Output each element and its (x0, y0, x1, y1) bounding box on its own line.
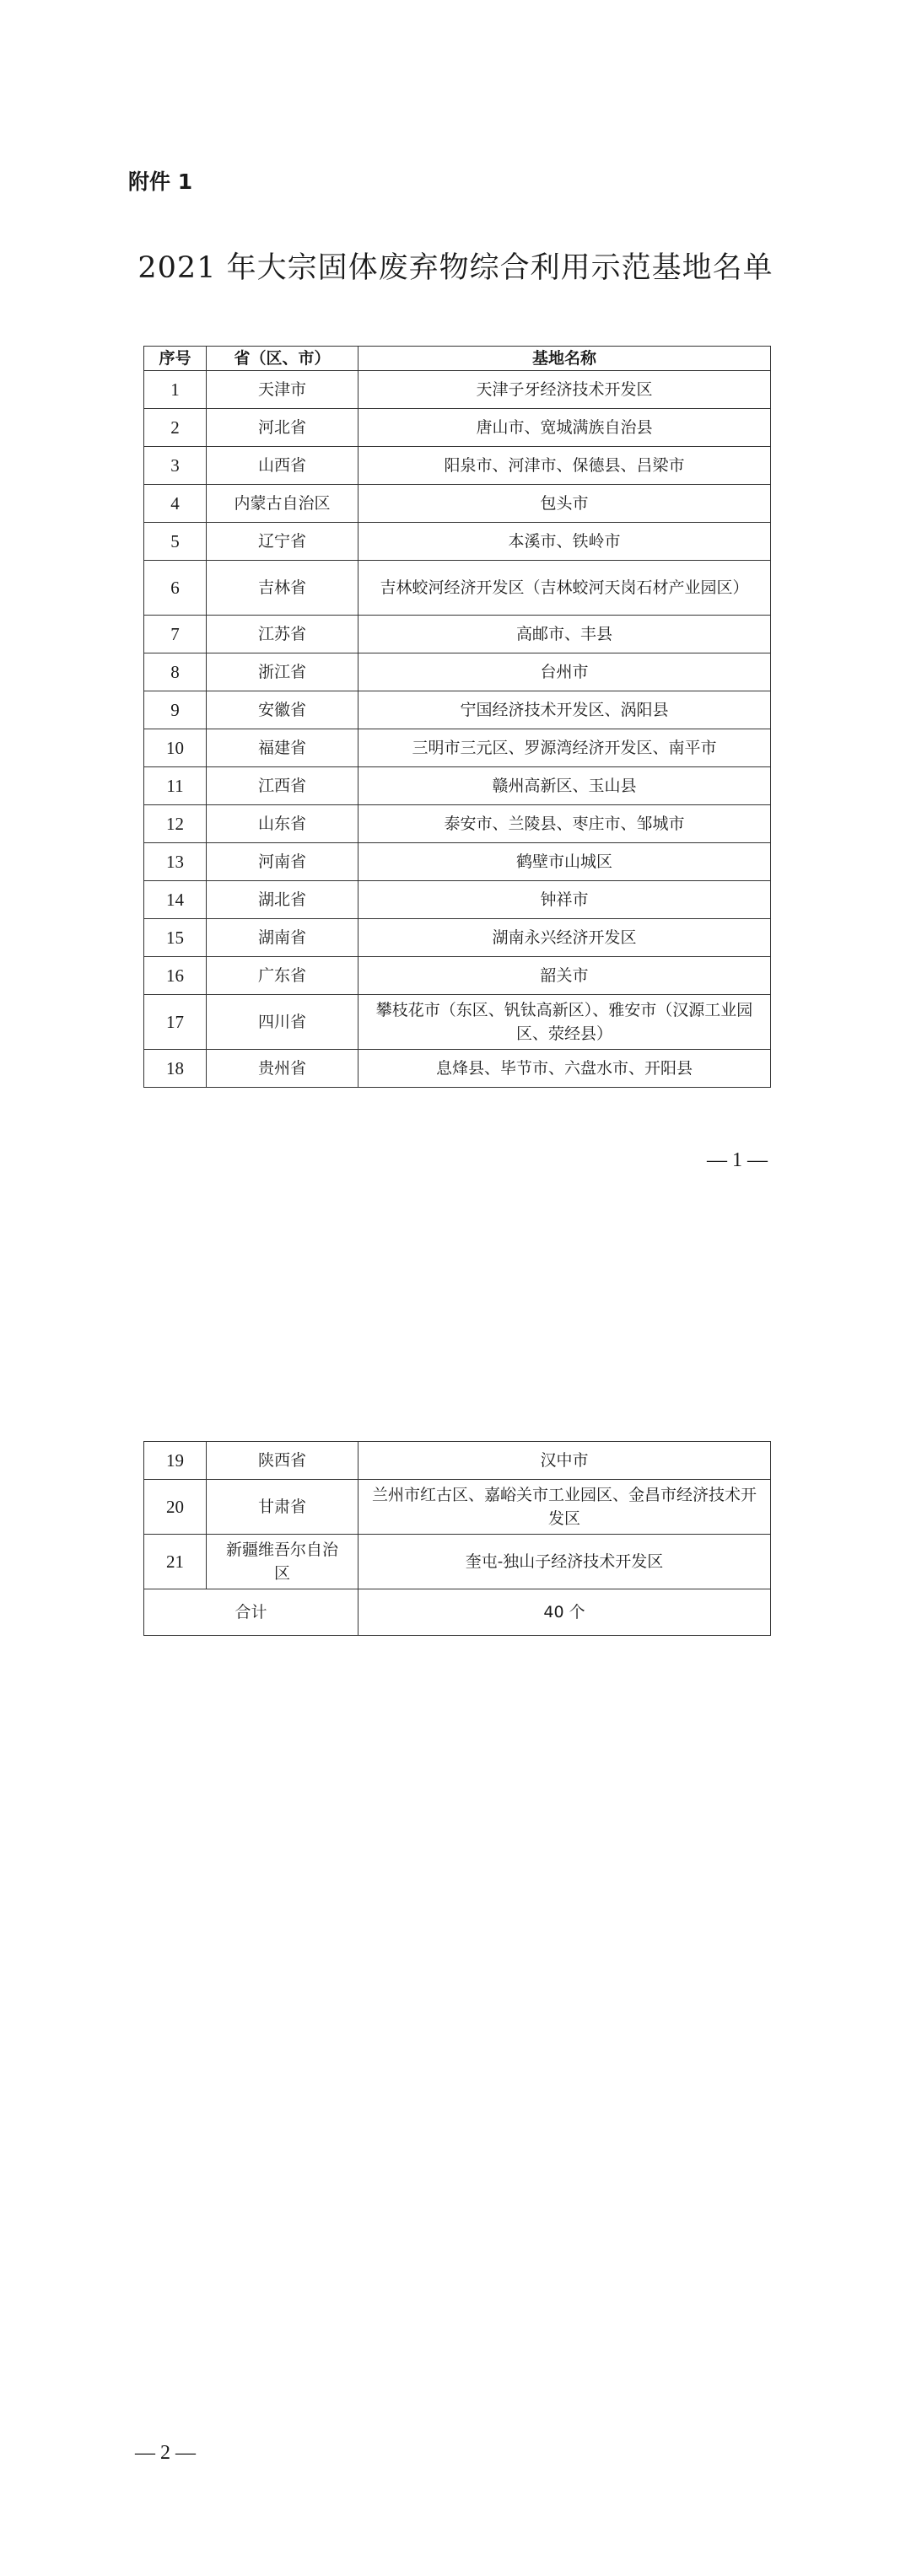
row-base: 宁国经济技术开发区、涡阳县 (358, 691, 771, 729)
row-province: 福建省 (207, 729, 358, 767)
row-base: 包头市 (358, 485, 771, 523)
table-row (144, 767, 771, 805)
attachment-label: 附件 1 (128, 169, 193, 194)
table-row (144, 881, 771, 919)
table-row (144, 691, 771, 729)
table-row (144, 843, 771, 881)
table-row (144, 995, 771, 1050)
row-number: 15 (144, 919, 207, 957)
row-base: 唐山市、宽城满族自治县 (358, 409, 771, 447)
row-number: 2 (144, 409, 207, 447)
row-number: 10 (144, 729, 207, 767)
row-province: 浙江省 (207, 653, 358, 691)
row-number: 1 (144, 371, 207, 409)
row-base: 天津子牙经济技术开发区 (358, 371, 771, 409)
row-number: 21 (144, 1535, 207, 1589)
table-row (144, 485, 771, 523)
row-province: 四川省 (207, 995, 358, 1050)
demo-base-table-page1 (143, 346, 771, 1088)
row-province: 河北省 (207, 409, 358, 447)
row-province: 湖南省 (207, 919, 358, 957)
row-province: 内蒙古自治区 (207, 485, 358, 523)
row-province: 湖北省 (207, 881, 358, 919)
row-province: 吉林省 (207, 561, 358, 616)
row-number: 9 (144, 691, 207, 729)
row-number: 13 (144, 843, 207, 881)
table-row (144, 616, 771, 653)
row-base: 鹤壁市山城区 (358, 843, 771, 881)
row-base: 吉林蛟河经济开发区（吉林蛟河天岗石材产业园区） (358, 561, 771, 616)
row-number: 18 (144, 1050, 207, 1088)
row-province: 安徽省 (207, 691, 358, 729)
table-row (144, 1050, 771, 1088)
table-header-row (144, 347, 771, 371)
row-base: 阳泉市、河津市、保德县、吕梁市 (358, 447, 771, 485)
row-base: 兰州市红古区、嘉峪关市工业园区、金昌市经济技术开发区 (358, 1480, 771, 1535)
row-number: 8 (144, 653, 207, 691)
row-number: 12 (144, 805, 207, 843)
row-base: 湖南永兴经济开发区 (358, 919, 771, 957)
row-number: 3 (144, 447, 207, 485)
table-row (144, 1535, 771, 1589)
total-label: 合计 (144, 1589, 358, 1636)
row-province: 山东省 (207, 805, 358, 843)
header-base: 基地名称 (358, 347, 771, 371)
page-number-1: — 1 — (707, 1149, 768, 1171)
row-base: 息烽县、毕节市、六盘水市、开阳县 (358, 1050, 771, 1088)
table-row (144, 729, 771, 767)
table-row (144, 371, 771, 409)
row-province: 江西省 (207, 767, 358, 805)
row-province: 江苏省 (207, 616, 358, 653)
table-row (144, 523, 771, 561)
table-row (144, 957, 771, 995)
row-base: 泰安市、兰陵县、枣庄市、邹城市 (358, 805, 771, 843)
row-province: 河南省 (207, 843, 358, 881)
table-row (144, 919, 771, 957)
row-number: 7 (144, 616, 207, 653)
table-row (144, 653, 771, 691)
row-base: 汉中市 (358, 1442, 771, 1480)
table-row (144, 805, 771, 843)
page-number-2: — 2 — (135, 2442, 196, 2464)
row-number: 17 (144, 995, 207, 1050)
row-base: 赣州高新区、玉山县 (358, 767, 771, 805)
row-base: 韶关市 (358, 957, 771, 995)
header-province: 省（区、市） (207, 347, 358, 371)
row-province: 新疆维吾尔自治区 (207, 1535, 358, 1589)
demo-base-table-page2 (143, 1441, 771, 1636)
row-base: 台州市 (358, 653, 771, 691)
total-value: 40 个 (358, 1589, 771, 1636)
document-title: 2021 年大宗固体废弃物综合利用示范基地名单 (137, 251, 774, 285)
row-number: 5 (144, 523, 207, 561)
row-number: 19 (144, 1442, 207, 1480)
row-province: 甘肃省 (207, 1480, 358, 1535)
row-number: 4 (144, 485, 207, 523)
row-number: 6 (144, 561, 207, 616)
row-base: 本溪市、铁岭市 (358, 523, 771, 561)
row-province: 山西省 (207, 447, 358, 485)
total-row (144, 1589, 771, 1636)
row-province: 广东省 (207, 957, 358, 995)
table-row (144, 447, 771, 485)
row-province: 天津市 (207, 371, 358, 409)
row-number: 11 (144, 767, 207, 805)
row-number: 16 (144, 957, 207, 995)
row-province: 贵州省 (207, 1050, 358, 1088)
row-base: 钟祥市 (358, 881, 771, 919)
row-province: 辽宁省 (207, 523, 358, 561)
row-base: 攀枝花市（东区、钒钛高新区）、雅安市（汉源工业园区、荥经县） (358, 995, 771, 1050)
header-number: 序号 (144, 347, 207, 371)
table-row (144, 561, 771, 616)
row-number: 20 (144, 1480, 207, 1535)
row-base: 高邮市、丰县 (358, 616, 771, 653)
table-row (144, 1442, 771, 1480)
row-number: 14 (144, 881, 207, 919)
table-row (144, 409, 771, 447)
table-row (144, 1480, 771, 1535)
row-province: 陕西省 (207, 1442, 358, 1480)
row-base: 奎屯-独山子经济技术开发区 (358, 1535, 771, 1589)
row-base: 三明市三元区、罗源湾经济开发区、南平市 (358, 729, 771, 767)
